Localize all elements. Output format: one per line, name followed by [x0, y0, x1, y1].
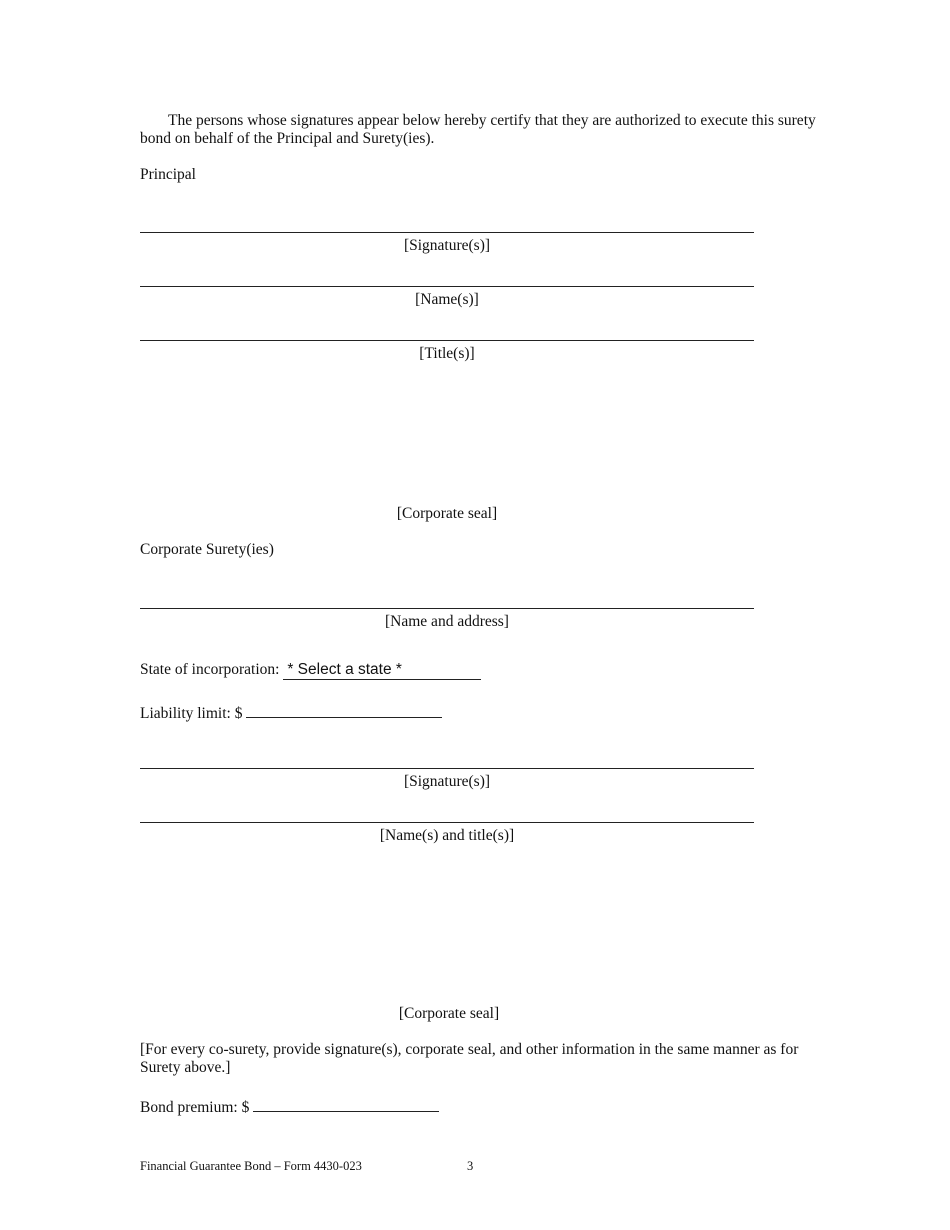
principal-signature-caption: [Signature(s)] [403, 237, 491, 254]
surety-name-address-caption: [Name and address] [385, 613, 509, 630]
surety-heading: Corporate Surety(ies) [140, 541, 274, 558]
principal-corporate-seal-caption: [Corporate seal] [396, 505, 498, 522]
footer-form-title: Financial Guarantee Bond – Form 4430-023 [140, 1159, 362, 1173]
surety-signature-caption: [Signature(s)] [403, 773, 491, 790]
surety-name-title-caption: [Name(s) and title(s)] [379, 827, 515, 844]
principal-title-line[interactable] [140, 340, 754, 341]
state-of-incorporation-label: State of incorporation: [140, 661, 280, 678]
bond-premium-input[interactable] [253, 1095, 439, 1112]
co-surety-note: [For every co-surety, provide signature(s), corporate seal, and other information in the same manner as for Surety above.] [140, 1041, 799, 1076]
principal-title-caption: [Title(s)] [419, 345, 475, 362]
bond-premium-label: Bond premium: $ [140, 1099, 250, 1116]
surety-name-title-line[interactable] [140, 822, 754, 823]
footer-page-number: 3 [467, 1159, 474, 1173]
principal-heading: Principal [140, 166, 196, 183]
intro-paragraph: The persons whose signatures appear below hereby certify that they are authorized to execute this surety bond on behalf of the Principal and Surety(ies). [140, 112, 816, 147]
principal-name-line[interactable] [140, 286, 754, 287]
surety-corporate-seal-caption: [Corporate seal] [398, 1005, 500, 1022]
liability-limit-row [140, 701, 442, 723]
surety-signature-line[interactable] [140, 768, 754, 769]
surety-name-address-line[interactable] [140, 608, 754, 609]
liability-limit-input[interactable] [246, 701, 442, 718]
principal-name-caption: [Name(s)] [415, 291, 479, 308]
state-select-dropdown[interactable]: * Select a state * [283, 661, 481, 680]
principal-signature-line[interactable] [140, 232, 754, 233]
liability-limit-label: Liability limit: $ [140, 705, 243, 722]
state-of-incorporation-row [140, 661, 481, 680]
bond-premium-row [140, 1095, 439, 1117]
